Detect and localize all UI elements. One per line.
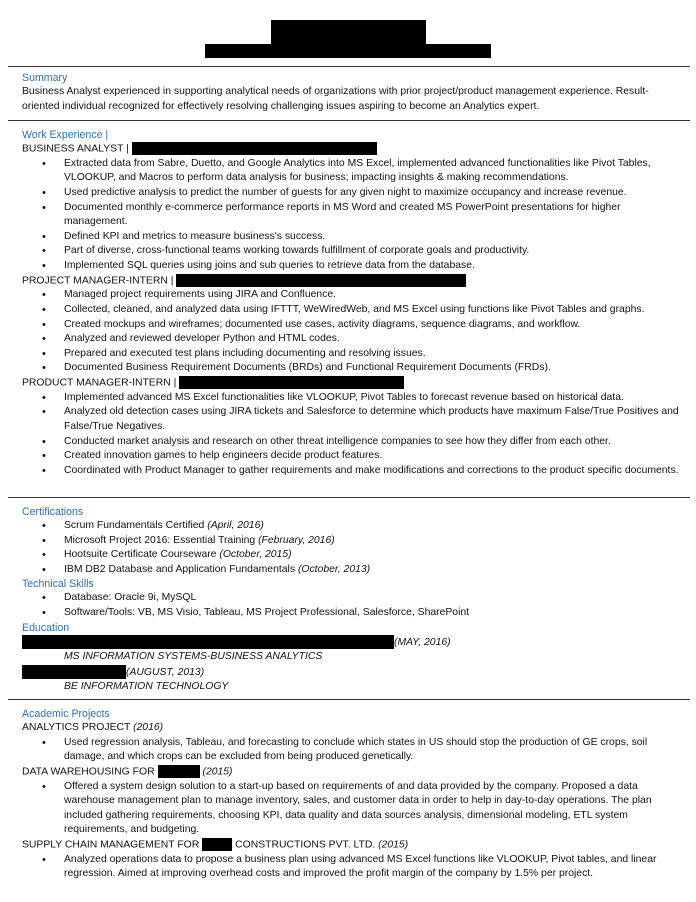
project-name-suffix: CONSTRUCTIONS PVT. LTD. [235, 839, 376, 851]
bullet-item: • Offered a system design solution to a start-up based on requirements of and data provided by the company. Proposed a data warehouse management plan to manage inventory, sales, and customer data in order to help in day-to-day operations. The plan included gathering requirements, choosing KPI, data quality and data sources analysis, dimensional modeling, ETL system requirements, and budgeting. [64, 780, 682, 838]
work-experience-section [22, 128, 682, 478]
redacted-name [271, 20, 426, 44]
certification-date: (October, 2015) [219, 549, 292, 561]
skill-item: • Database: Oracle 9i, MySQL [64, 591, 682, 606]
academic-projects-section [22, 707, 682, 882]
certification-date: (April, 2016) [207, 520, 264, 531]
bullet-item: • Conducted market analysis and research on other threat intelligence companies to see how they differ from each other. [64, 435, 682, 450]
bullet-item: • Created innovation games to help engineers decide product features. [64, 449, 682, 464]
academic-projects-title: Academic Projects [22, 708, 110, 720]
redacted-institution [22, 665, 126, 679]
certification-item [64, 563, 682, 578]
redacted-contact-info [205, 44, 491, 58]
bullet-item: • Prepared and executed test plans including documenting and resolving issues. [64, 347, 682, 362]
job-bullets [22, 288, 682, 376]
education-title: Education [22, 621, 70, 634]
project-year: (2015) [202, 766, 233, 778]
bullet-item: • Analyzed operations data to propose a business plan using advanced MS Excel functions like VLOOKUP, Pivot tables, and linear regression. Aimed at improving overhead costs and improved the profit margin of the company by 1.5% per project. [64, 853, 682, 882]
bullet-item: • Used predictive analysis to predict the number of guests for any given night to maximize occupancy and increase revenue. [64, 186, 682, 201]
redacted-company [132, 142, 377, 155]
certification-name: IBM DB2 Database and Application Fundamentals [64, 563, 296, 575]
technical-skills-title: Technical Skills [22, 578, 94, 591]
project-name: SUPPLY CHAIN MANAGEMENT FOR [22, 839, 200, 851]
bullet-item: • Documented monthly e-commerce performance reports in MS Word and created MS PowerPoint presentations for higher management. [64, 201, 682, 230]
work-experience-title: Work Experience | [22, 129, 109, 141]
bullet-item: • Created mockups and wireframes; documented use cases, activity diagrams, sequence diagrams, and workflow. [64, 318, 682, 333]
education-degree: MS INFORMATION SYSTEMS-BUSINESS ANALYTICS [64, 650, 323, 662]
bullet-item: • Analyzed old detection cases using JIRA tickets and Salesforce to determine which products have maximum False/True Positives and False/True Negatives. [64, 405, 682, 434]
redacted-company [202, 838, 232, 851]
certification-item [64, 534, 682, 549]
project-bullets [22, 780, 682, 838]
summary-section [22, 71, 682, 114]
education-degree: BE INFORMATION TECHNOLOGY [64, 680, 229, 692]
bullet-item: • Collected, cleaned, and analyzed data using IFTTT, WeWiredWeb, and MS Excel using functions like Pivot Tables and graphs. [64, 303, 682, 318]
certification-name: Microsoft Project 2016: Essential Training [64, 534, 256, 546]
bullet-item: • Used regression analysis, Tableau, and forecasting to conclude which states in US should stop the production of GE crops, soil damage, and which crops can be excluded from being produced genetically. [64, 736, 682, 765]
certification-name: Hootsuite Certificate Courseware [64, 549, 217, 561]
certifications-section [22, 505, 682, 694]
job-role [22, 274, 682, 289]
bullet-item: • Managed project requirements using JIRA and Confluence. [64, 288, 682, 303]
project-bullets [22, 853, 682, 882]
project-title [22, 721, 682, 736]
job-role [22, 376, 682, 391]
project-name: DATA WAREHOUSING FOR [22, 766, 155, 778]
bullet-item: • Defined KPI and metrics to measure business's success. [64, 230, 682, 245]
education-entry [22, 665, 682, 680]
job-role-title: BUSINESS ANALYST | [22, 143, 129, 155]
education-list [22, 635, 682, 695]
summary-title: Summary [22, 72, 68, 84]
education-date: (MAY, 2016) [394, 636, 451, 648]
bullet-item: • Extracted data from Sabre, Duetto, and Google Analytics into MS Excel, implemented advanced functionalities like Pivot Tables, VLOOKUP, and Macros to perform data analysis for business; impacting insights & making recommendations. [64, 157, 682, 186]
education-entry [22, 635, 682, 650]
certifications-title: Certifications [22, 506, 84, 518]
education-date: (AUGUST, 2013) [126, 666, 205, 678]
project-bullets [22, 736, 682, 765]
bullet-item: • Part of diverse, cross-functional teams working towards fulfillment of corporate goals and productivity. [64, 244, 682, 259]
bullet-item: • Analyzed and reviewed developer Python and HTML codes. [64, 332, 682, 347]
job-list [22, 142, 682, 478]
project-year: (2015) [378, 839, 409, 851]
bullet-item: • Coordinated with Product Manager to gather requirements and make modifications and corrections to the product specific documents. [64, 464, 682, 479]
job-bullets [22, 157, 682, 274]
divider [8, 497, 690, 498]
certification-date: (February, 2016) [258, 534, 335, 546]
project-title [22, 838, 682, 853]
bullet-item: • Implemented SQL queries using joins and sub queries to retrieve data from the database. [64, 259, 682, 274]
certification-date: (October, 2013) [297, 563, 371, 575]
job-role-title: PRODUCT MANAGER-INTERN | [22, 377, 177, 389]
certification-name: Scrum Fundamentals Certified [64, 520, 205, 531]
redacted-company [176, 274, 466, 287]
redacted-institution [22, 635, 394, 649]
project-title [22, 765, 682, 780]
skill-item: • Software/Tools: VB, MS Visio, Tableau, MS Project Professional, Salesforce, SharePoint [64, 606, 682, 621]
summary-text: Business Analyst experienced in supporting analytical needs of organizations with prior project/product management experience. Result-oriented individual recognized for effectively resolving challenging issues aspiring to become an Analytics expert. [22, 86, 649, 112]
job-role [22, 142, 682, 157]
divider [8, 66, 690, 67]
bullet-item: • Documented Business Requirement Documents (BRDs) and Functional Requirement Documents (FRDs). [64, 361, 682, 376]
certification-item [64, 548, 682, 563]
job-bullets [22, 391, 682, 479]
skills-list [22, 591, 682, 620]
divider [8, 699, 690, 700]
project-list [22, 721, 682, 882]
certification-item [64, 519, 682, 534]
project-year: (2016) [133, 722, 164, 733]
project-name: ANALYTICS PROJECT [22, 722, 131, 733]
divider [8, 120, 690, 121]
job-role-title: PROJECT MANAGER-INTERN | [22, 274, 174, 286]
certification-list [22, 519, 682, 577]
redacted-company [158, 765, 200, 778]
redacted-company [179, 376, 404, 389]
bullet-item: • Implemented advanced MS Excel functionalities like VLOOKUP, Pivot Tables to forecast revenue based on historical data. [64, 391, 682, 406]
